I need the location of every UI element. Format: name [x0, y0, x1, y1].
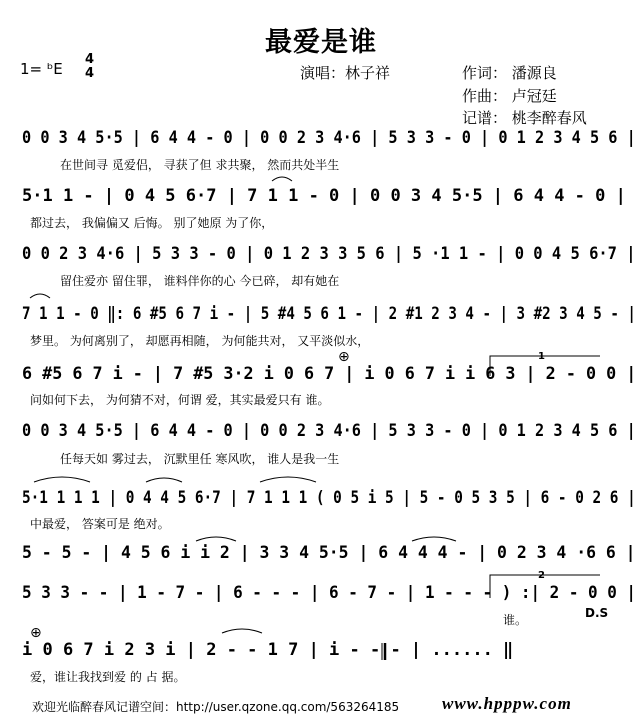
score-row-7-notes: 5·1 1 1 1 | 0 4 4 5 6·7 | 7 1 1 1 ( 0 5 i 5 | 5 - 0 5 3 5 | 6 - 0 2 6 | [22, 488, 636, 508]
volta-second-bracket [490, 575, 600, 598]
score-row-5-lyrics: 问如何下去， 为何猜不对，何谓 爱，其实最爱只有 谁。 [30, 393, 330, 407]
score-row-10-lyrics: 爱，谁让我找到爱 的 占 据。 [30, 670, 186, 684]
slur-marks [30, 177, 456, 633]
slur-mark [272, 177, 292, 181]
transcriber-credit: 记谱： 桃李醉春风 [462, 109, 587, 127]
volta-first-bracket [490, 356, 600, 376]
slur-mark [30, 294, 50, 298]
footer-text: 欢迎光临醉春风记谱空间：http://user.qzone.qq.com/563264185 [32, 700, 400, 714]
score-row-4-lyrics: 梦里。 为何离别了， 却愿再相随， 为何能共对， 又平淡似水， [30, 334, 370, 348]
singer-credit: 演唱：林子祥 [300, 64, 391, 82]
slur-mark [146, 478, 182, 482]
score-row-9-lyrics: 谁。 [503, 613, 528, 627]
score-row-5-notes: 6 #5 6 7 i - | 7 #5 3·2 i 0 6 7 | i 0 6 7 i i 6 3 | 2 - 0 0 | [22, 364, 637, 384]
score-row-8-notes: 5 - 5 - | 4 5 6 i i 2 | 3 3 4 5·5 | 6 4 4 4 - | 0 2 3 4 ·6 6 | [22, 543, 636, 563]
coda-icon: ⊕ [30, 625, 42, 641]
volta-first-number: 1 [538, 351, 545, 362]
score-row-2-notes: 5·1 1 - | 0 4 5 6·7 | 7 1 1 - 0 | 0 0 3 4 5·5 | 6 4 4 - 0 | [22, 186, 626, 206]
score-row-1-notes: 0 0 3 4 5·5 | 6 4 4 - 0 | 0 0 2 3 4·6 | 5 3 3 - 0 | 0 1 2 3 4 5 6 | [22, 128, 636, 148]
slur-mark [222, 629, 262, 633]
score-row-7-lyrics: 中最爱， 答案可是 绝对。 [30, 517, 170, 531]
score-row-10-notes: i 0 6 7 i 2 3 i | 2 - - 1 7 | i - - - | ...... ‖ [22, 640, 514, 660]
score-row-1-lyrics: 在世间寻 觅爱侣， 寻获了但 求共聚， 然而共处半生 [60, 158, 340, 172]
score-row-3-lyrics: 留住爱亦 留住罪， 谁料伴你的心 今已碎， 却有她在 [60, 274, 340, 288]
footer-site: www.hpppw.com [442, 694, 572, 713]
slur-mark [412, 537, 456, 541]
slur-mark [34, 477, 90, 482]
score-row-2-lyrics: 都过去， 我偏偏又 后悔。 别了她原 为了你， [30, 216, 274, 230]
lyricist-credit: 作词： 潘源良 [462, 64, 557, 82]
score-row-9-notes: 5 3 3 - - | 1 - 7 - | 6 - - - | 6 - 7 - | 1 - - - ) :| 2 - 0 0 | [22, 583, 637, 603]
song-title: 最爱是谁 [265, 27, 377, 58]
slur-mark [196, 537, 236, 541]
score-row-6-notes: 0 0 3 4 5·5 | 6 4 4 - 0 | 0 0 2 3 4·6 | 5 3 3 - 0 | 0 1 2 3 4 5 6 | [22, 421, 636, 441]
score-row-6-lyrics: 任每天如 雾过去， 沉默里任 寒风吹， 谁人是我一生 [60, 452, 340, 466]
composer-credit: 作曲： 卢冠廷 [462, 87, 557, 105]
final-barline [382, 643, 385, 660]
coda-icon: ⊕ [338, 349, 350, 365]
volta-second-number: 2 [538, 570, 545, 581]
volta-brackets [490, 356, 600, 598]
key-signature: 1= ᵇE [20, 60, 63, 78]
ds-marking: D.S [585, 606, 609, 620]
time-signature-numerator: 4 [85, 52, 95, 67]
time-signature-denominator: 4 [85, 66, 95, 81]
score-row-3-notes: 0 0 2 3 4·6 | 5 3 3 - 0 | 0 1 2 3 3 5 6 | 5 ·1 1 - | 0 0 4 5 6·7 | [22, 244, 636, 264]
score-row-4-notes: 7 1 1 - 0 ‖: 6 #5 6 7 i - | 5 #4 5 6 1 - | 2 #1 2 3 4 - | 3 #2 3 4 5 - | [22, 304, 636, 324]
slur-mark [260, 477, 316, 482]
